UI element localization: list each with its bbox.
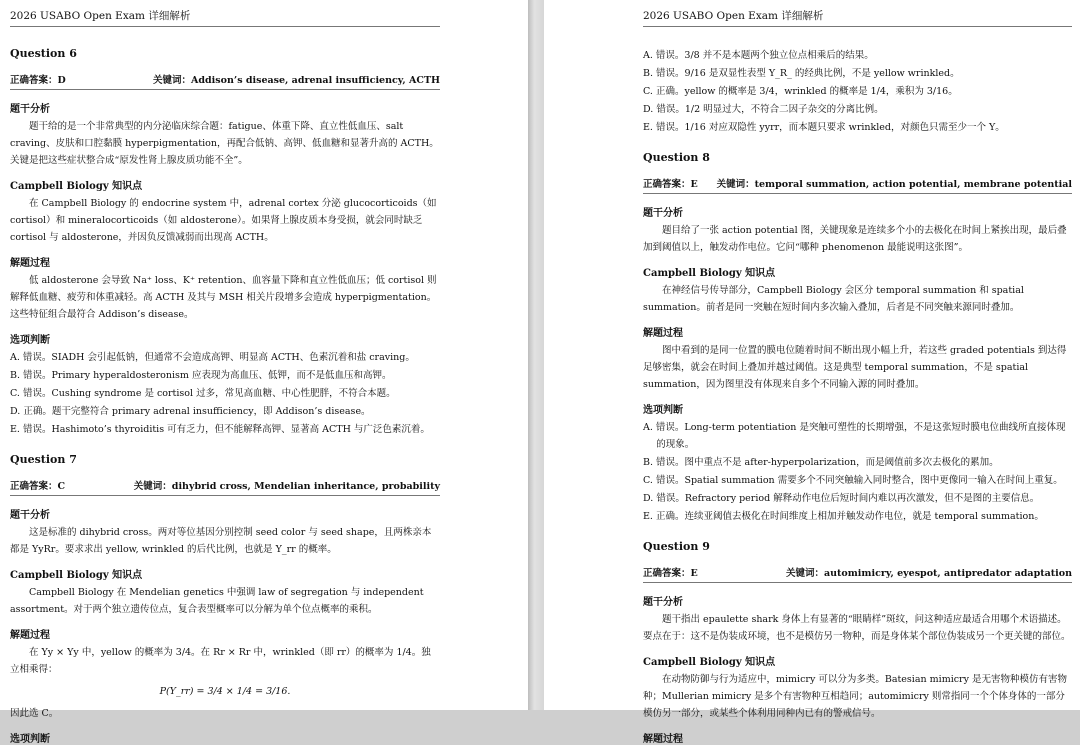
option-item: D. 错误。Refractory period 解释动作电位后短时间内难以再次激发，但不是图的主要信息。	[643, 493, 1040, 504]
paragraph: Campbell Biology 在 Mendelian genetics 中强调 law of segregation 与 independent assortment。对于两个独立遗传位点，复合表型概率可以分解为单个位点概率的乘积。	[10, 587, 424, 615]
section-title: 解题过程	[10, 630, 50, 641]
question-7-answer-row	[10, 478, 440, 496]
option-item: D. 正确。题干完整符合 primary adrenal insufficiency，即 Addison’s disease。	[10, 406, 371, 417]
option-item: E. 正确。连续亚阈值去极化在时间维度上相加并触发动作电位，就是 temporal summation。	[643, 511, 1044, 522]
paragraph: 在 Campbell Biology 的 endocrine system 中，adrenal cortex 分泌 glucocorticoids（如 cortisol）和 mineralocorticoids（如 aldosterone）。如果肾上腺皮质本身受损，就会同时缺乏 cortisol 与 aldosterone，并因负反馈减弱而出现高 ACTH。	[10, 198, 437, 243]
paragraph: 低 aldosterone 会导致 Na⁺ loss、K⁺ retention、血容量下降和直立性低血压；低 cortisol 则解释低血糖、疲劳和体重减轻。高 ACTH 及其与 MSH 相关片段增多会造成 hyperpigmentation。这些特征组合最符合 Addison’s disease。	[10, 275, 437, 320]
keywords-label: 关键词：automimicry, eyespot, antipredator adaptation	[785, 568, 1072, 579]
question-6-title: Question 6	[10, 47, 77, 60]
question-7-title: Question 7	[10, 453, 77, 466]
question-8-title: Question 8	[643, 151, 710, 164]
option-item: E. 错误。1/16 对应双隐性 yyrr，而本题只要求 wrinkled，对颜色只需至少一个 Y。	[643, 122, 1005, 133]
section-title: 解题过程	[643, 328, 683, 339]
paragraph: 在 Yy × Yy 中，yellow 的概率为 3/4。在 Rr × Rr 中，wrinkled（即 rr）的概率为 1/4。独立相乘得：	[10, 647, 431, 675]
question-8-answer-row	[643, 176, 1072, 194]
section-title: 选项判断	[10, 335, 50, 346]
conclusion: 因此选 C。	[10, 708, 59, 719]
page-header: 2026 USABO Open Exam 详细解析	[643, 8, 1072, 27]
option-item: C. 错误。Spatial summation 需要多个不同突触输入同时整合，图中更像同一输入在时间上重复。	[643, 475, 1063, 486]
paragraph: 题目给了一张 action potential 图，关键现象是连续多个小的去极化在时间上紧挨出现，最后叠加到阈值以上，触发动作电位。它问“哪种 phenomenon 最能说明这张图”。	[643, 225, 1067, 253]
section-title: 题干分析	[10, 510, 50, 521]
option-item: A. 错误。Long-term potentiation 是突触可塑性的长期增强，不是这张短时膜电位曲线所直接体现的现象。	[643, 422, 1066, 450]
keywords-label: 关键词：dihybrid cross, Mendelian inheritance, probability	[133, 481, 440, 492]
section-title: Campbell Biology 知识点	[643, 657, 776, 668]
paragraph: 题干给的是一个非常典型的内分泌临床综合题：fatigue、体重下降、直立性低血压、salt craving、皮肤和口腔黏膜 hyperpigmentation，再配合低钠、高钾、低血糖和显著升高的 ACTH。关键是把这些症状整合成“原发性肾上腺皮质功能不全”。	[10, 121, 439, 166]
document-page-right	[544, 0, 1080, 745]
paragraph: 图中看到的是同一位置的膜电位随着时间不断出现小幅上升，若这些 graded potentials 到达得足够密集，就会在时间上叠加并越过阈值。这是典型 temporal summation，不是 spatial summation，因为图里没有体现来自多个不同输入源的同时叠加。	[643, 345, 1067, 390]
option-item: A. 错误。3/8 并不是本题两个独立位点相乘后的结果。	[643, 50, 874, 61]
option-item: D. 错误。1/2 明显过大，不符合二因子杂交的分离比例。	[643, 104, 884, 115]
paragraph: 在动物防御与行为适应中，mimicry 可以分为多类。Batesian mimicry 是无害物种模仿有害物种；Mullerian mimicry 是多个有害物种互相趋同；automimicry 则常指同一个个体身体的一部分模仿另一部分，或某些个体利用同种内已有的警戒信号。	[643, 674, 1067, 719]
question-9-answer-row	[643, 565, 1072, 583]
option-item: C. 错误。Cushing syndrome 是 cortisol 过多，常见高血糖、中心性肥胖，不符合本题。	[10, 388, 396, 399]
section-title: Campbell Biology 知识点	[643, 268, 776, 279]
answer-label: 正确答案：E	[643, 568, 698, 579]
answer-label: 正确答案：D	[10, 75, 66, 86]
option-item: A. 错误。SIADH 会引起低钠，但通常不会造成高钾、明显高 ACTH、色素沉着和盐 craving。	[10, 352, 415, 363]
section-title: Campbell Biology 知识点	[10, 181, 143, 192]
section-title: Campbell Biology 知识点	[10, 570, 143, 581]
section-title: 解题过程	[643, 734, 683, 745]
answer-label: 正确答案：C	[10, 481, 66, 492]
option-item: B. 错误。图中重点不是 after-hyperpolarization，而是阈值前多次去极化的累加。	[643, 457, 999, 468]
section-title: 题干分析	[643, 597, 683, 608]
question-6-answer-row	[10, 72, 440, 90]
option-item: E. 错误。Hashimoto’s thyroiditis 可有乏力，但不能解释高钾、显著高 ACTH 与广泛色素沉着。	[10, 424, 430, 435]
option-item: B. 错误。9/16 是双显性表型 Y_R_ 的经典比例，不是 yellow wrinkled。	[643, 68, 960, 79]
section-title: 选项判断	[643, 405, 683, 416]
answer-label: 正确答案：E	[643, 179, 698, 190]
section-title: 题干分析	[10, 104, 50, 115]
document-page-left	[0, 0, 528, 745]
section-title: 题干分析	[643, 208, 683, 219]
option-item: C. 正确。yellow 的概率是 3/4，wrinkled 的概率是 1/4，乘积为 3/16。	[643, 86, 958, 97]
question-9-title: Question 9	[643, 540, 710, 553]
page-header: 2026 USABO Open Exam 详细解析	[10, 8, 440, 27]
keywords-label: 关键词：Addison’s disease, adrenal insufficiency, ACTH	[153, 75, 440, 86]
paragraph: 这是标准的 dihybrid cross。两对等位基因分别控制 seed color 与 seed shape，且两株亲本都是 YyRr。要求求出 yellow, wrinkled 的后代比例，也就是 Y_rr 的概率。	[10, 527, 432, 555]
section-title: 选项判断	[10, 734, 50, 745]
section-title: 解题过程	[10, 258, 50, 269]
keywords-label: 关键词：temporal summation, action potential, membrane potential	[716, 179, 1072, 190]
option-item: B. 错误。Primary hyperaldosteronism 应表现为高血压、低钾，而不是低血压和高钾。	[10, 370, 392, 381]
page-gutter	[528, 0, 544, 710]
paragraph: 题干指出 epaulette shark 身体上有显著的“眼睛样”斑纹，问这种适应最适合用哪个术语描述。要点在于：这不是伪装成环境，也不是模仿另一物种，而是身体某个部位伪装成另一个更关键的部位。	[643, 614, 1071, 642]
equation: P(Y_rr) = 3/4 × 1/4 = 3/16.	[159, 686, 291, 697]
paragraph: 在神经信号传导部分，Campbell Biology 会区分 temporal summation 和 spatial summation。前者是同一突触在短时间内多次输入叠加，后者是不同突触来源同时叠加。	[643, 285, 1024, 313]
